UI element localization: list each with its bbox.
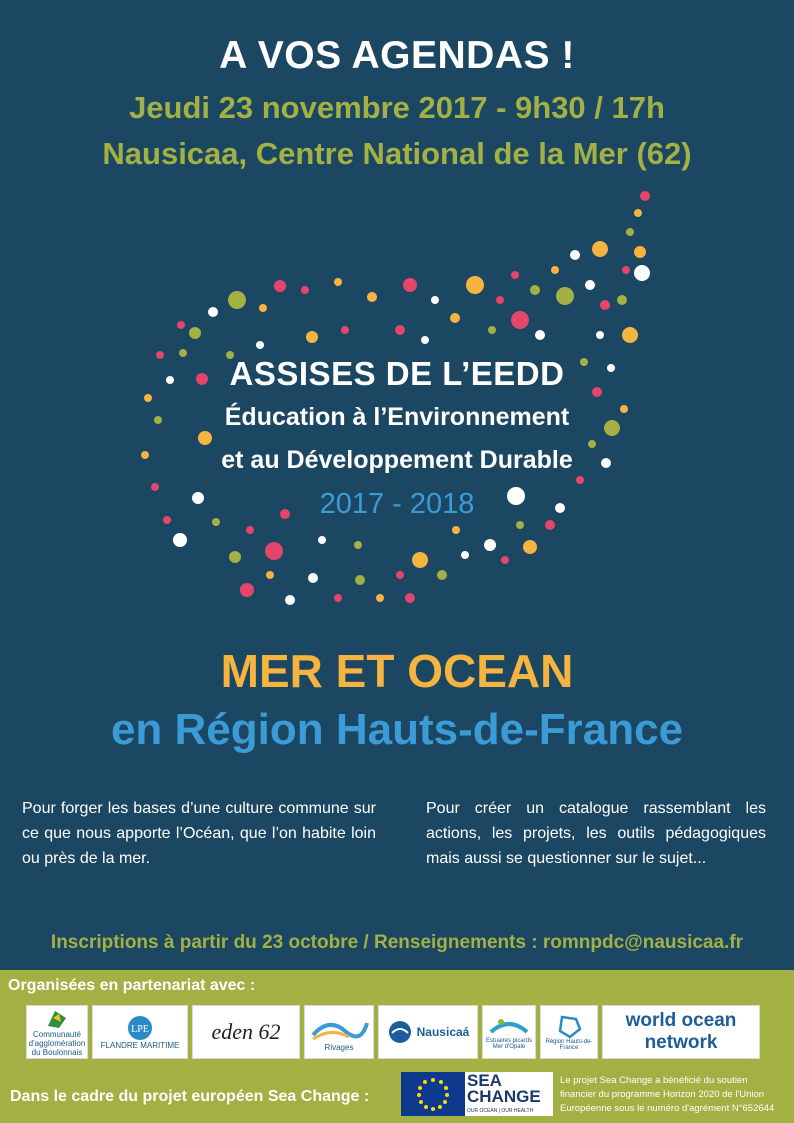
logo-years: 2017 - 2018 xyxy=(319,488,475,520)
confetti-dot xyxy=(274,280,286,292)
confetti-dot xyxy=(301,286,309,294)
confetti-dot xyxy=(228,291,246,309)
confetti-dot xyxy=(622,266,630,274)
confetti-dot xyxy=(551,266,559,274)
confetti-dot xyxy=(144,394,152,402)
confetti-dot xyxy=(265,542,283,560)
nausicaa-icon xyxy=(387,1019,413,1045)
confetti-dot xyxy=(259,304,267,312)
confetti-dot xyxy=(634,246,646,258)
sea-change-legal: Le projet Sea Change a bénéficié du soutien financier du programme Horizon 2020 de l'Union Européenne sous le numéro d'agrément N°652644 xyxy=(560,1075,775,1114)
confetti-dot xyxy=(496,296,504,304)
confetti-dot xyxy=(198,431,212,445)
confetti-dot xyxy=(511,271,519,279)
confetti-dot xyxy=(173,533,187,547)
logo-nausicaa: Nausicaá xyxy=(378,1005,478,1059)
confetti-dot xyxy=(318,536,326,544)
confetti-dot xyxy=(570,250,580,260)
paragraph-left: Pour forger les bases d’une culture commune sur ce que nous apporte l’Océan, que l’on habite loin ou près de la mer. xyxy=(22,800,376,867)
confetti-dot xyxy=(421,336,429,344)
confetti-dot xyxy=(530,285,540,295)
confetti-dot xyxy=(334,278,342,286)
logo-rivages: Rivages xyxy=(304,1005,374,1059)
sea-change-tagline: OUR OCEAN | OUR HEALTH xyxy=(467,1108,534,1114)
svg-text:LPE: LPE xyxy=(131,1023,149,1035)
paragraph-right: Pour créer un catalogue rassemblant les actions, les projets, les outils pédagogiques mais aussi se questionner sur le sujet... xyxy=(426,800,766,867)
confetti-dot xyxy=(341,326,349,334)
confetti-dot xyxy=(600,300,610,310)
confetti-dot xyxy=(488,326,496,334)
logo-region-hdf: Région Hauts-de-France xyxy=(540,1005,598,1059)
confetti-dot xyxy=(452,526,460,534)
confetti-dot xyxy=(634,265,650,281)
confetti-dot xyxy=(592,241,608,257)
logo-line-3: et au Développement Durable xyxy=(221,446,573,474)
logo-agglo-boulonnais: Communauté d'agglomération du Boulonnais xyxy=(26,1005,88,1059)
theme-subtitle: en Région Hauts-de-France xyxy=(110,705,684,754)
confetti-dot xyxy=(395,325,405,335)
logo-estuaires-picards: Estuaires picards Mer d'Opale xyxy=(482,1005,536,1059)
confetti-dot xyxy=(367,292,377,302)
confetti-dot xyxy=(405,593,415,603)
confetti-dot xyxy=(466,276,484,294)
eu-flag-icon xyxy=(401,1072,465,1116)
flandre-icon xyxy=(123,1015,157,1041)
confetti-dot xyxy=(412,552,428,568)
logo-world-ocean-network: world ocean network xyxy=(602,1005,760,1059)
confetti-dot xyxy=(306,331,318,343)
confetti-dot xyxy=(617,295,627,305)
confetti-dot xyxy=(556,287,574,305)
confetti-dot xyxy=(266,571,274,579)
logo-sea-change xyxy=(401,1072,553,1116)
confetti-dot xyxy=(208,307,218,317)
confetti-dot xyxy=(431,296,439,304)
confetti-dot xyxy=(596,331,604,339)
headline: A VOS AGENDAS ! xyxy=(219,34,575,77)
confetti-dot xyxy=(545,520,555,530)
confetti-dot xyxy=(640,191,650,201)
confetti-dot xyxy=(535,330,545,340)
confetti-dot xyxy=(229,551,241,563)
confetti-dot xyxy=(334,594,342,602)
confetti-dot xyxy=(634,209,642,217)
confetti-dot xyxy=(285,595,295,605)
agglo-icon xyxy=(45,1008,69,1030)
confetti-dot xyxy=(246,526,254,534)
confetti-dot xyxy=(511,311,529,329)
logo-eden62: eden 62 xyxy=(192,1005,300,1059)
confetti-dot xyxy=(516,521,524,529)
confetti-dot xyxy=(177,321,185,329)
confetti-dot xyxy=(501,556,509,564)
confetti-dot xyxy=(354,541,362,549)
confetti-dot xyxy=(484,539,496,551)
confetti-dot xyxy=(308,573,318,583)
confetti-dot xyxy=(396,571,404,579)
confetti-dot xyxy=(626,228,634,236)
confetti-dot xyxy=(355,575,365,585)
confetti-dot xyxy=(622,327,638,343)
event-venue: Nausicaa, Centre National de la Mer (62) xyxy=(102,136,692,171)
region-icon xyxy=(554,1013,584,1039)
logo-line-2: Éducation à l’Environnement xyxy=(224,403,570,431)
confetti-dot xyxy=(376,594,384,602)
logo-flandre-maritime: LPE FLANDRE MARITIME xyxy=(92,1005,188,1059)
confetti-dot xyxy=(403,278,417,292)
sea-change-wordmark: SEA CHANGE xyxy=(467,1071,541,1106)
event-date: Jeudi 23 novembre 2017 - 9h30 / 17h xyxy=(129,90,665,125)
registration-info: Inscriptions à partir du 23 octobre / Renseignements : romnpdc@nausicaa.fr xyxy=(50,932,744,953)
confetti-dot xyxy=(576,476,584,484)
rivages-icon xyxy=(309,1013,369,1043)
confetti-dot xyxy=(585,280,595,290)
confetti-dot xyxy=(240,583,254,597)
theme-title: MER ET OCEAN xyxy=(220,645,574,697)
confetti-dot xyxy=(461,551,469,559)
confetti-dot xyxy=(256,341,264,349)
logo-title: ASSISES DE L’EEDD xyxy=(229,355,565,392)
sea-change-label: Dans le cadre du projet européen Sea Change : xyxy=(10,1088,370,1105)
confetti-dot xyxy=(523,540,537,554)
partners-label: Organisées en partenariat avec : xyxy=(8,977,256,994)
estuaires-icon xyxy=(489,1014,529,1038)
confetti-dot xyxy=(450,313,460,323)
confetti-dot xyxy=(189,327,201,339)
confetti-dot xyxy=(437,570,447,580)
